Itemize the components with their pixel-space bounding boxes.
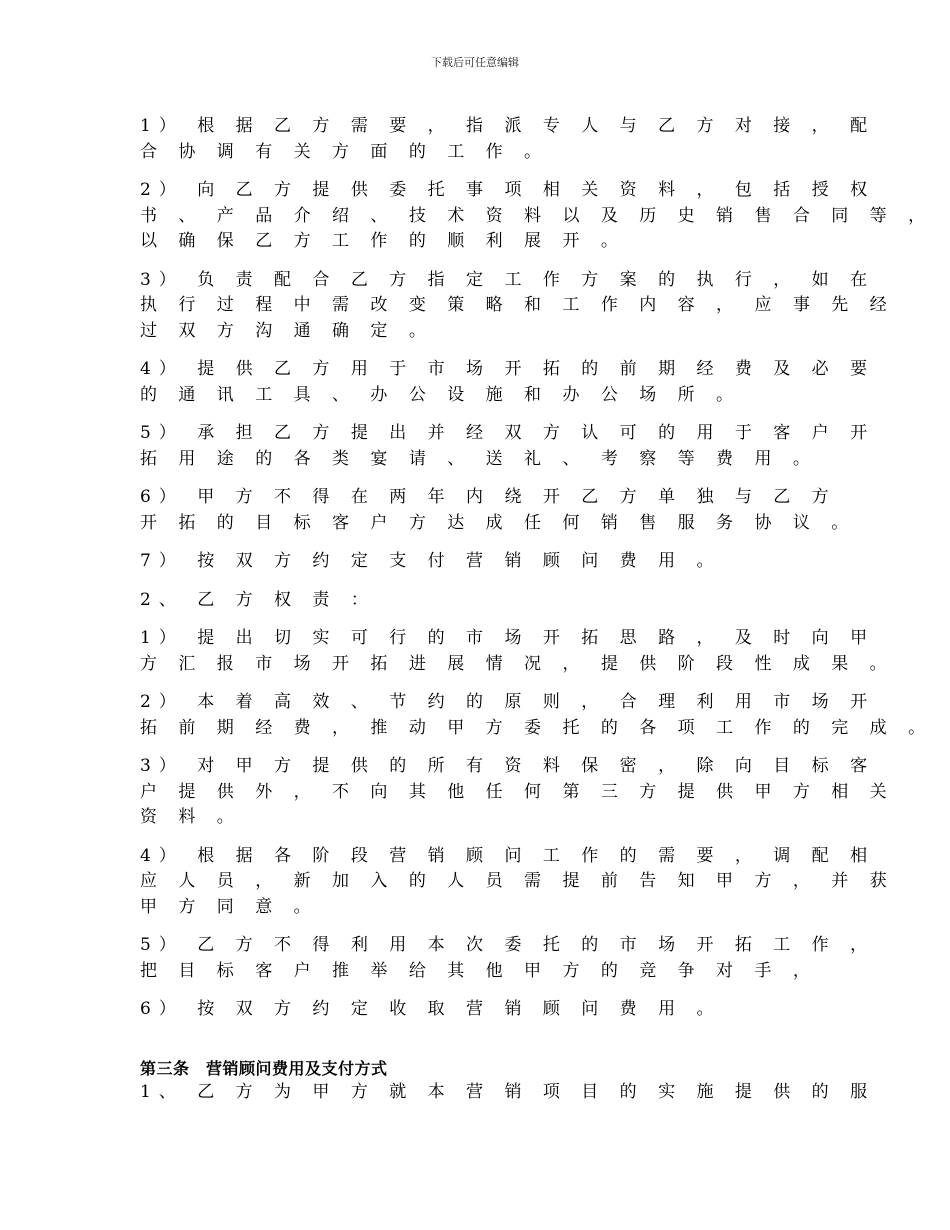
party-a-item-3 (140, 268, 895, 345)
text-line: 拓 用 途 的 各 类 宴 请 、 送 礼 、 考 察 等 费 用 。 (140, 448, 818, 469)
party-b-item-5 (140, 933, 876, 984)
text-line: 方 汇 报 市 场 开 拓 进 展 情 况 ， 提 供 阶 段 性 成 果 。 (140, 653, 895, 674)
party-b-duties (140, 626, 934, 1023)
text-line: 1） 根 据 乙 方 需 要 ， 指 派 专 人 与 乙 方 对 接 ， 配 (140, 116, 876, 136)
party-a-item-4 (140, 357, 876, 408)
text-line: 开 拓 的 目 标 客 户 方 达 成 任 何 销 售 服 务 协 议 。 (140, 512, 857, 533)
text-line: 执 行 过 程 中 需 改 变 策 略 和 工 作 内 容 ， 应 事 先 经 (140, 295, 895, 315)
text-line: 5） 承 担 乙 方 提 出 并 经 双 方 认 可 的 用 于 客 户 开 (140, 423, 876, 443)
party-b-item-4 (140, 844, 895, 921)
section-heading: 2、 乙 方 权 责 ： (140, 589, 376, 610)
party-a-item-1 (140, 114, 876, 165)
party-a-duties (140, 114, 934, 575)
section-gap (140, 1036, 840, 1058)
text-line: 户 提 供 外 ， 不 向 其 他 任 何 第 三 方 提 供 甲 方 相 关 (140, 781, 895, 802)
party-a-item-6 (140, 485, 857, 536)
party-b-item-3 (140, 754, 895, 831)
party-a-item-5 (140, 421, 876, 472)
text-line: 6） 按 双 方 约 定 收 取 营 销 顾 问 费 用 。 (140, 999, 722, 1019)
text-line: 过 双 方 沟 通 确 定 。 (140, 320, 434, 341)
text-line: 4） 根 据 各 阶 段 营 销 顾 问 工 作 的 需 要 ， 调 配 相 (140, 845, 876, 866)
page-header: 下载后可任意编辑 (431, 56, 519, 69)
text-line: 2） 向 乙 方 提 供 委 托 事 项 相 关 资 料 ， 包 括 授 权 (140, 180, 876, 200)
text-line: 4） 提 供 乙 方 用 于 市 场 开 拓 的 前 期 经 费 及 必 要 (140, 359, 876, 379)
text-line: 书 、 产 品 介 绍 、 技 术 资 料 以 及 历 史 销 售 合 同 等 ， (140, 205, 934, 226)
text-line: 6） 甲 方 不 得 在 两 年 内 绕 开 乙 方 单 独 与 乙 方 (140, 487, 837, 507)
text-line: 拓 前 期 经 费 ， 推 动 甲 方 委 托 的 各 项 工 作 的 完 成 。 (140, 717, 934, 738)
text-line: 1、 乙 方 为 甲 方 就 本 营 销 项 目 的 实 施 提 供 的 服 (140, 1081, 876, 1102)
text-line: 3） 负 责 配 合 乙 方 指 定 工 作 方 案 的 执 行 ， 如 在 (140, 269, 876, 290)
text-line: 2） 本 着 高 效 、 节 约 的 原 则 ， 合 理 利 用 市 场 开 (140, 692, 876, 712)
text-line: 应 人 员 ， 新 加 入 的 人 员 需 提 前 告 知 甲 方 ， 并 获 (140, 871, 895, 891)
party-a-item-2 (140, 178, 934, 255)
article-3-title: 第三条 营销顾问费用及支付方式 (140, 1058, 388, 1078)
text-line: 资 料 。 (140, 807, 242, 827)
text-line: 1） 提 出 切 实 可 行 的 市 场 开 拓 思 路 ， 及 时 向 甲 (140, 628, 876, 648)
text-line: 的 通 讯 工 具 、 办 公 设 施 和 办 公 场 所 。 (140, 384, 742, 405)
text-line: 3） 对 甲 方 提 供 的 所 有 资 料 保 密 ， 除 向 目 标 客 (140, 756, 876, 776)
party-b-item-2 (140, 690, 934, 741)
text-line: 5） 乙 方 不 得 利 用 本 次 委 托 的 市 场 开 拓 工 作 ， (140, 935, 876, 955)
party-b-heading (140, 588, 840, 614)
text-line: 把 目 标 客 户 推 举 给 其 他 甲 方 的 竞 争 对 手 ， (140, 960, 818, 981)
text-line: 7） 按 双 方 约 定 支 付 营 销 顾 问 费 用 。 (140, 551, 722, 571)
party-b-item-6 (140, 997, 840, 1023)
party-b-item-1 (140, 626, 895, 677)
document-body (140, 114, 934, 1105)
party-a-item-7 (140, 549, 840, 575)
text-line: 甲 方 同 意 。 (140, 896, 319, 917)
text-line: 合 协 调 有 关 方 面 的 工 作 。 (140, 141, 550, 162)
text-line: 以 确 保 乙 方 工 作 的 顺 利 展 开 。 (140, 231, 626, 251)
